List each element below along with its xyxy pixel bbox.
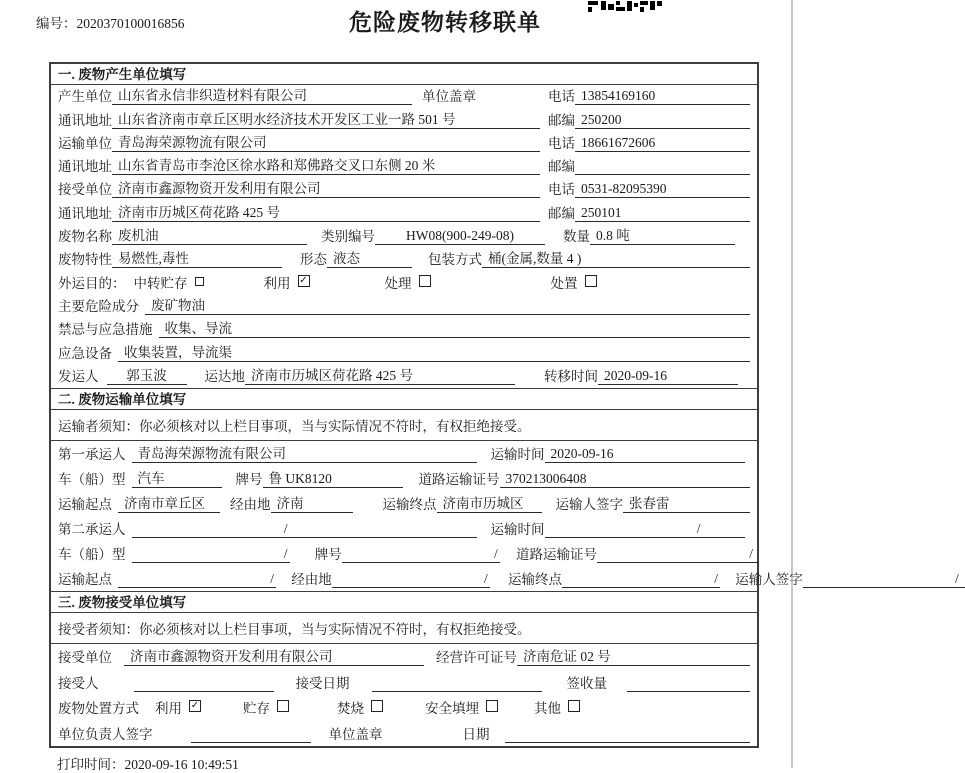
emergency-equipment-value: 收集装置，导流渠 — [118, 341, 750, 362]
waste-characteristics-label: 废物特性 — [58, 252, 112, 268]
receive-date-value — [372, 691, 542, 692]
license-number-value: 济南危证 02 号 — [517, 645, 750, 666]
producer-unit-value: 山东省永信非织造材料有限公司 — [112, 84, 412, 105]
receive-date-label: 接受日期 — [295, 675, 350, 691]
transport-origin-2-value: / — [118, 571, 276, 588]
producer-phone-label: 电话 — [548, 89, 575, 105]
purpose-utilize-label: 利用 — [263, 275, 291, 291]
carrier-signature-2-label: 运输人签字 — [735, 571, 803, 587]
category-code-value: HW08(900-249-08) — [375, 228, 545, 245]
carrier-signature-label: 运输人签字 — [555, 496, 623, 512]
receive-unit-value: 济南市鑫源物资开发利用有限公司 — [124, 645, 424, 666]
transporter-zip-value — [575, 174, 750, 175]
print-time-value: 2020-09-16 10:49:51 — [124, 757, 239, 772]
transport-route-2-row — [51, 566, 959, 591]
serial-label: 编号： — [36, 16, 77, 31]
receiver-zip-value: 250101 — [575, 205, 750, 222]
waste-characteristics-row — [51, 248, 757, 271]
via-value: 济南 — [271, 492, 353, 513]
vehicle-type-2-value: / — [132, 546, 290, 563]
disposal-landfill — [425, 697, 498, 717]
section-3-header: 三. 废物接受单位填写 — [51, 591, 757, 613]
form-title: 危险废物转移联单 — [349, 10, 541, 35]
transport-origin-2-label: 运输起点 — [58, 571, 112, 587]
waste-name-value: 废机油 — [112, 224, 307, 245]
purpose-utilize — [264, 272, 310, 292]
transport-end-value: 济南市历城区 — [437, 492, 542, 513]
transport-route-row — [51, 491, 757, 516]
main-hazard-value: 废矿物油 — [145, 294, 750, 315]
quantity-label: 数量 — [563, 229, 590, 245]
disposal-utilize — [155, 697, 201, 717]
receiver-address-value: 济南市历城区荷花路 425 号 — [112, 201, 540, 222]
waste-characteristics-value: 易燃性,毒性 — [112, 247, 282, 268]
unit-seal-2-label: 单位盖章 — [328, 726, 383, 742]
section-1-body — [51, 85, 757, 388]
disposal-storage — [243, 697, 289, 717]
producer-address-value: 山东省济南市章丘区明水经济技术开发区工业一路 501 号 — [112, 108, 540, 129]
page-edge-line — [791, 0, 793, 768]
waste-name-label: 废物名称 — [58, 229, 112, 245]
receive-unit-label: 接受单位 — [58, 650, 112, 666]
packing-method-value: 桶(金属,数量 4 ) — [482, 247, 750, 268]
plate-number-2-value: / — [342, 546, 500, 563]
transporter-phone-label: 电话 — [548, 135, 575, 151]
waste-name-row — [51, 225, 757, 248]
via-2-value: / — [332, 571, 490, 588]
producer-phone-value: 13854169160 — [575, 88, 750, 105]
section-3-body — [51, 644, 757, 746]
transport-time-value: 2020-09-16 — [545, 446, 745, 463]
main-hazard-row — [51, 295, 757, 318]
purpose-dispose — [551, 272, 597, 292]
disposal-incinerate-label: 焚烧 — [337, 701, 364, 717]
first-carrier-row — [51, 441, 757, 466]
checkbox-unchecked-icon — [371, 700, 383, 712]
disposal-other-label: 其他 — [534, 701, 561, 717]
first-carrier-value: 青岛海荣源物流有限公司 — [132, 442, 477, 463]
disposal-storage-label: 贮存 — [243, 701, 270, 717]
emergency-measures-row — [51, 318, 757, 341]
responsible-signature-row — [51, 720, 757, 746]
print-time-label: 打印时间： — [57, 757, 125, 772]
main-hazard-label: 主要危险成分 — [58, 298, 139, 314]
receiver-notice: 接受者须知：你必须核对以上栏目事项，当与实际情况不符时，有权拒绝接受。 — [51, 613, 757, 644]
transporter-address-label: 通讯地址 — [58, 159, 112, 175]
received-amount-label: 签收量 — [566, 675, 607, 691]
disposal-incinerate — [337, 697, 383, 717]
road-permit-2-label: 道路运输证号 — [515, 546, 597, 562]
transporter-address-row — [51, 155, 757, 178]
receiver-address-label: 通讯地址 — [58, 205, 112, 221]
carrier-signature-value: 张春雷 — [623, 492, 750, 513]
receiver-unit-row — [51, 178, 757, 201]
responsible-signature-label: 单位负责人签字 — [58, 726, 153, 742]
print-time — [57, 753, 239, 773]
via-2-label: 经由地 — [291, 571, 332, 587]
quantity-value: 0.8 吨 — [590, 224, 735, 245]
vehicle-type-2-row — [51, 541, 757, 566]
form-state-value: 液态 — [327, 247, 412, 268]
plate-number-value: 鲁 UK8120 — [263, 467, 403, 488]
purpose-treat-label: 处理 — [384, 275, 412, 291]
checkbox-checked-icon: ✓ — [190, 700, 200, 712]
disposal-utilize-label: 利用 — [155, 701, 182, 717]
receive-unit-row — [51, 644, 757, 670]
transporter-address-value: 山东省青岛市李沧区徐水路和郑佛路交叉口东侧 20 米 — [112, 154, 540, 175]
category-code-label: 类别编号 — [321, 229, 375, 245]
plate-number-label: 牌号 — [235, 471, 263, 487]
checkbox-unchecked-icon — [277, 700, 289, 712]
disposal-method-row — [51, 695, 757, 721]
disposal-method-label: 废物处置方式 — [58, 701, 139, 717]
producer-unit-label: 产生单位 — [58, 89, 112, 105]
plate-number-2-label: 牌号 — [314, 546, 342, 562]
producer-address-row — [51, 108, 757, 131]
emergency-measures-value: 收集、导流 — [159, 317, 751, 338]
transporter-unit-value: 青岛海荣源物流有限公司 — [112, 131, 540, 152]
form-state-label: 形态 — [300, 252, 327, 268]
road-permit-2-value: / — [597, 546, 759, 563]
vehicle-type-value: 汽车 — [132, 467, 222, 488]
date-value — [505, 742, 751, 743]
transfer-date-value: 2020-09-16 — [598, 368, 738, 385]
receiver-person-row — [51, 669, 757, 695]
checkbox-unchecked-icon — [195, 277, 204, 286]
section-2-header: 二. 废物运输单位填写 — [51, 388, 757, 410]
checkbox-unchecked-icon — [568, 700, 580, 712]
producer-address-label: 通讯地址 — [58, 112, 112, 128]
responsible-signature-value — [191, 742, 311, 743]
second-carrier-row — [51, 516, 757, 541]
transfer-purpose-label: 外运目的： — [58, 275, 126, 291]
transport-end-label: 运输终点 — [382, 496, 437, 512]
transporter-unit-label: 运输单位 — [58, 135, 112, 151]
purpose-transit-storage-label: 中转贮存 — [133, 275, 188, 291]
second-carrier-label: 第二承运人 — [58, 521, 126, 537]
disposal-landfill-label: 安全填埋 — [425, 701, 479, 717]
transfer-date-label: 转移时间 — [544, 368, 598, 384]
producer-zip-value: 250200 — [575, 112, 750, 129]
transporter-unit-row — [51, 132, 757, 155]
checkbox-unchecked-icon — [486, 700, 498, 712]
transport-origin-label: 运输起点 — [58, 496, 112, 512]
checkbox-unchecked-icon — [419, 275, 431, 287]
purpose-treat — [385, 272, 431, 292]
section-1-header: 一. 废物产生单位填写 — [51, 64, 757, 85]
transport-time-label: 运输时间 — [490, 446, 545, 462]
purpose-dispose-label: 处置 — [550, 275, 578, 291]
destination-value: 济南市历城区荷花路 425 号 — [245, 364, 515, 385]
received-amount-value — [627, 691, 750, 692]
receiver-phone-label: 电话 — [548, 182, 575, 198]
serial-value: 2020370100016856 — [76, 16, 185, 31]
transport-time-2-label: 运输时间 — [490, 521, 545, 537]
via-label: 经由地 — [230, 496, 271, 512]
checkbox-checked-icon: ✓ — [299, 274, 308, 286]
carrier-signature-2-value: / — [803, 571, 965, 588]
transfer-purpose-row — [51, 271, 757, 294]
first-carrier-label: 第一承运人 — [58, 446, 126, 462]
transport-end-2-value: / — [562, 571, 720, 588]
transporter-phone-value: 18661672606 — [575, 135, 750, 152]
receiver-zip-label: 邮编 — [548, 205, 575, 221]
disposal-other — [534, 697, 580, 717]
purpose-transit-storage — [134, 272, 204, 292]
receiver-address-row — [51, 201, 757, 224]
serial-number — [36, 12, 185, 32]
receiver-person-label: 接受人 — [58, 675, 99, 691]
road-permit-label: 道路运输证号 — [418, 471, 500, 487]
date-label: 日期 — [462, 726, 490, 742]
section-2-body — [51, 441, 959, 591]
emergency-equipment-row — [51, 341, 757, 364]
consignor-value: 郭玉波 — [107, 364, 187, 385]
consignor-row — [51, 365, 757, 388]
license-number-label: 经营许可证号 — [436, 650, 517, 666]
vehicle-type-label: 车（船）型 — [58, 471, 126, 487]
receiver-unit-value: 济南市鑫源物资开发利用有限公司 — [112, 177, 540, 198]
receiver-person-value — [134, 691, 274, 692]
producer-zip-label: 邮编 — [548, 112, 575, 128]
transport-origin-value: 济南市章丘区 — [118, 492, 220, 513]
transporter-notice: 运输者须知：你必须核对以上栏目事项，当与实际情况不符时，有权拒绝接受。 — [51, 410, 757, 441]
checkbox-unchecked-icon — [585, 275, 597, 287]
packing-method-label: 包装方式 — [428, 252, 482, 268]
second-carrier-value: / — [132, 521, 477, 538]
road-permit-value: 370213006408 — [500, 471, 751, 488]
destination-label: 运达地 — [204, 368, 245, 384]
vehicle-type-row — [51, 466, 757, 491]
consignor-label: 发运人 — [58, 368, 99, 384]
manifest-form-table — [49, 62, 959, 748]
vehicle-type-2-label: 车（船）型 — [58, 546, 126, 562]
transport-time-2-value: / — [545, 521, 745, 538]
receiver-unit-label: 接受单位 — [58, 182, 112, 198]
transporter-zip-label: 邮编 — [548, 159, 575, 175]
receiver-phone-value: 0531-82095390 — [575, 181, 750, 198]
qr-code-fragment — [588, 0, 662, 16]
unit-seal-label: 单位盖章 — [422, 89, 476, 105]
emergency-measures-label: 禁忌与应急措施 — [58, 322, 153, 338]
producer-unit-row — [51, 85, 757, 108]
transport-end-2-label: 运输终点 — [507, 571, 562, 587]
emergency-equipment-label: 应急设备 — [58, 345, 112, 361]
